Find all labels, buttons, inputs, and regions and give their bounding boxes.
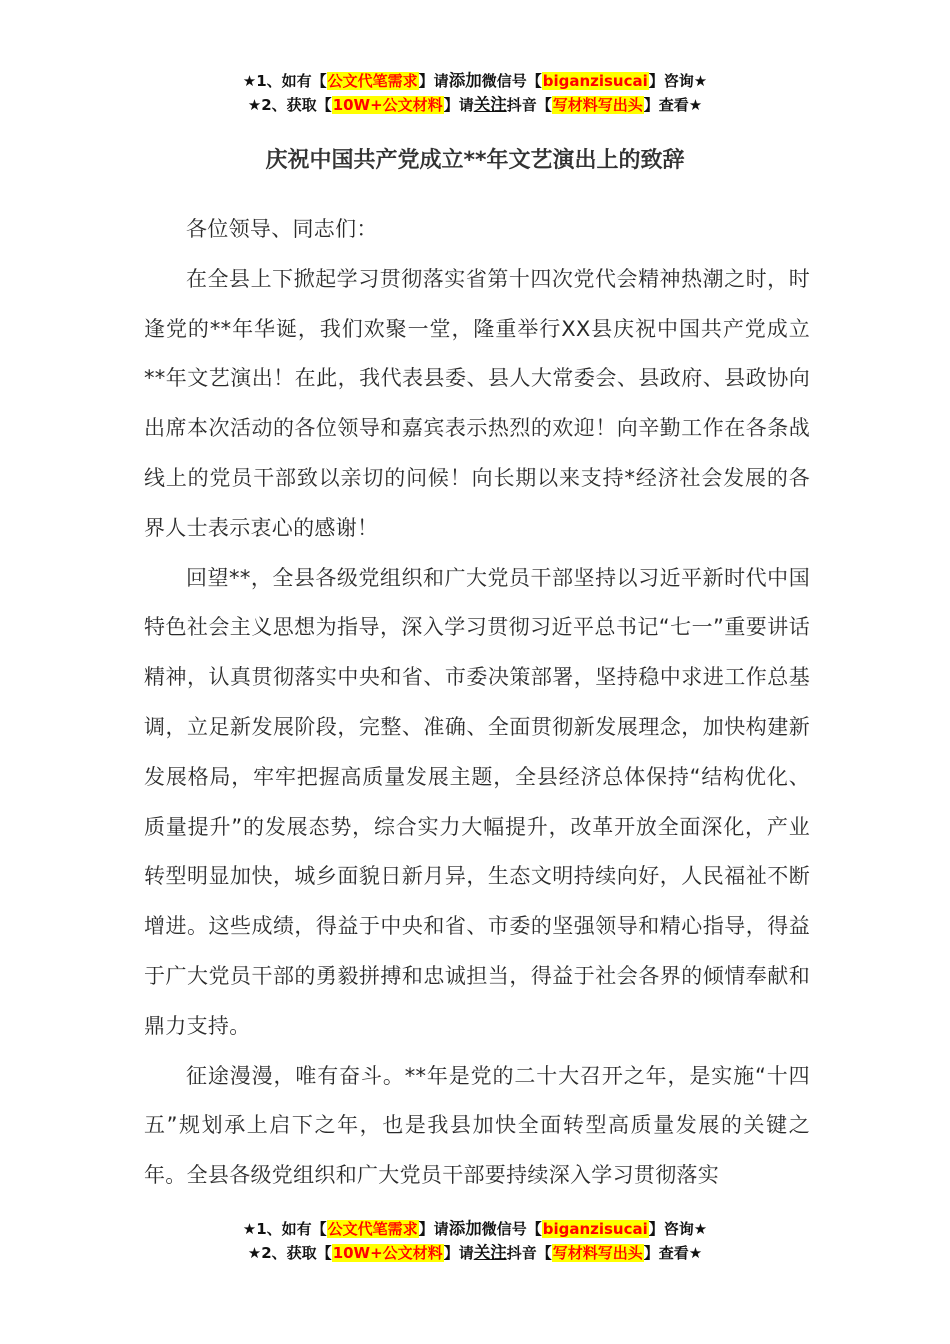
promo-text: 】咨询★	[648, 72, 708, 90]
highlight-douyin-account: 写材料写出头	[552, 96, 643, 114]
highlight-service: 公文代笔需求	[327, 1220, 418, 1238]
promo-text: 微信号【	[481, 1220, 542, 1238]
star-icon: ★	[247, 96, 262, 114]
promo-text: 微信号【	[481, 72, 542, 90]
promo-line-1	[0, 1217, 950, 1241]
document-body	[144, 205, 810, 1201]
highlight-wechat-id: biganzisucai	[542, 72, 648, 90]
highlight-wechat-id: biganzisucai	[542, 1220, 648, 1238]
promo-text: 2、获取【	[261, 96, 332, 114]
paragraph-1: 在全县上下掀起学习贯彻落实省第十四次党代会精神热潮之时，时逢党的**年华诞，我们欢聚一堂，隆重举行XX县庆祝中国共产党成立**年文艺演出！在此，我代表县委、县人大常委会、县政府、县政协向出席本次活动的各位领导和嘉宾表示热烈的欢迎！向辛勤工作在各条战线上的党员干部致以亲切的问候！向长期以来支持*经济社会发展的各界人士表示衷心的感谢！	[144, 266, 810, 540]
promo-emphasis: 关注	[473, 95, 507, 114]
promo-text: 1、如有【	[256, 1220, 327, 1238]
highlight-service: 公文代笔需求	[327, 72, 418, 90]
promo-line-2	[0, 93, 950, 117]
promo-text: 抖音【	[506, 96, 552, 114]
promo-text: 】请	[418, 72, 449, 90]
highlight-materials: 10W+公文材料	[332, 96, 443, 114]
paragraph-2: 回望**，全县各级党组织和广大党员干部坚持以习近平新时代中国特色社会主义思想为指导，深入学习贯彻习近平总书记“七一”重要讲话精神，认真贯彻落实中央和省、市委决策部署，坚持稳中求进工作总基调，立足新发展阶段，完整、准确、全面贯彻新发展理念，加快构建新发展格局，牢牢把握高质量发展主题，全县经济总体保持“结构优化、质量提升”的发展态势，综合实力大幅提升，改革开放全面深化，产业转型明显加快，城乡面貌日新月异，生态文明持续向好，人民福祉不断增进。这些成绩，得益于中央和省、市委的坚强领导和精心指导，得益于广大党员干部的勇毅拼搏和忠诚担当，得益于社会各界的倾情奉献和鼎力支持。	[144, 565, 810, 1038]
promo-text: 】查看★	[643, 96, 703, 114]
promo-text: 1、如有【	[256, 72, 327, 90]
star-icon: ★	[247, 1244, 262, 1262]
highlight-materials: 10W+公文材料	[332, 1244, 443, 1262]
promo-text: 2、获取【	[261, 1244, 332, 1262]
highlight-douyin-account: 写材料写出头	[552, 1244, 643, 1262]
paragraph-3: 征途漫漫，唯有奋斗。**年是党的二十大召开之年，是实施“十四五”规划承上启下之年，也是我县加快全面转型高质量发展的关键之年。全县各级党组织和广大党员干部要持续深入学习贯彻落实	[144, 1063, 810, 1188]
document-title: 庆祝中国共产党成立**年文艺演出上的致辞	[265, 148, 685, 173]
promo-text: 抖音【	[506, 1244, 552, 1262]
star-icon: ★	[242, 1220, 257, 1238]
promo-line-1	[0, 69, 950, 93]
promo-text: 】请	[443, 96, 474, 114]
promo-text: 】请	[418, 1220, 449, 1238]
promo-line-2	[0, 1241, 950, 1265]
promo-text: 】查看★	[643, 1244, 703, 1262]
promo-emphasis: 添加	[448, 1219, 482, 1238]
star-icon: ★	[242, 72, 257, 90]
promo-text: 】请	[443, 1244, 474, 1262]
salutation: 各位领导、同志们：	[186, 217, 378, 241]
promo-text: 】咨询★	[648, 1220, 708, 1238]
promo-banner-top	[0, 69, 950, 117]
promo-emphasis: 关注	[473, 1243, 507, 1262]
promo-emphasis: 添加	[448, 71, 482, 90]
promo-banner-bottom	[0, 1217, 950, 1265]
